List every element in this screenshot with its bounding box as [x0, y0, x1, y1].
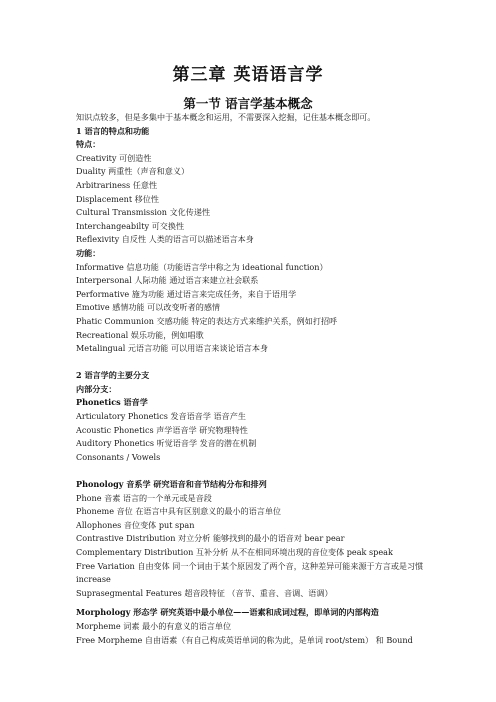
list-item: Phoneme 音位 在语言中具有区别意义的最小的语言单位: [76, 506, 282, 517]
subheading-internal-branches: 内部分支：: [76, 383, 117, 394]
list-item: Cultural Transmission 文化传递性: [76, 207, 211, 218]
list-item: Recreational 娱乐功能，例如唱歌: [76, 329, 204, 340]
document-body: [76, 111, 436, 647]
list-item: Consonants / Vowels: [76, 451, 161, 462]
subheading-phonology: Phonology 音系学 研究语音和音节结构分布和排列: [76, 479, 267, 490]
list-item: Morpheme 词素 最小的有意义的语言单位: [76, 620, 232, 631]
subheading-functions: 功能：: [76, 247, 101, 258]
subheading-features: 特点：: [76, 139, 101, 150]
spacer: [76, 464, 436, 478]
list-item: Informative 信息功能（功能语言学中称之为 ideational function）: [76, 261, 328, 272]
list-item: Interpersonal 人际功能 通过语言来建立社会联系: [76, 275, 259, 286]
list-item: Contrastive Distribution 对立分析 能够找到的最小的语音对 bear pear: [76, 533, 345, 544]
list-item: Acoustic Phonetics 声学语音学 研究物理特性: [76, 424, 248, 435]
chapter-title: 第三章 英语语言学: [172, 65, 324, 85]
heading-features-functions: 1 语言的特点和功能: [76, 125, 150, 136]
list-item: Arbitrariness 任意性: [76, 179, 158, 190]
spacer: [76, 356, 436, 370]
list-item: Phatic Communion 交感功能 特定的表达方式来维护关系，例如打招呼: [76, 315, 338, 326]
intro-text: 知识点较多，但是多集中于基本概念和运用，不需要深入挖掘，记住基本概念即可。: [76, 112, 376, 122]
list-item: Complementary Distribution 互补分析 从不在相同环境出现的音位变体 peak speak: [76, 547, 393, 557]
list-item: Free Morpheme 自由语素（有自己构成英语单词的称为此，是单词 root/stem） 和 Bound: [76, 634, 413, 645]
list-item: Free Variation 自由变体 同一个词由于某个原因发了两个音，这种差异可能来源于方言或是习惯 increase: [76, 560, 424, 585]
list-item: Metalingual 元语言功能 可以用语言来谈论语言本身: [76, 343, 269, 354]
list-item: Duality 两重性（声音和意义）: [76, 166, 190, 177]
list-item: Allophones 音位变体 put span: [76, 519, 195, 530]
list-item: Reflexivity 自反性 人类的语言可以描述语言本身: [76, 234, 254, 245]
list-item: Phone 音素 语言的一个单元或是音段: [76, 492, 212, 503]
list-item: Displacement 移位性: [76, 193, 159, 204]
list-item: Articulatory Phonetics 发音语音学 语音产生: [76, 411, 246, 422]
section-title: 第一节 语言学基本概念: [183, 96, 313, 111]
subheading-morphology: Morphology 形态学 研究英语中最小单位——语素和成词过程，即单词的内部构造: [76, 607, 379, 618]
list-item: Auditory Phonetics 听觉语音学 发音的潜在机制: [76, 438, 257, 449]
list-item: Performative 施为功能 通过语言来完成任务，来自于语用学: [76, 288, 297, 299]
subheading-phonetics: Phonetics 语音学: [76, 397, 148, 408]
list-item: Emotive 感情功能 可以改变听者的感情: [76, 302, 221, 313]
list-item: Interchangeabilty 可交换性: [76, 220, 185, 231]
heading-branches: 2 语言学的主要分支: [76, 370, 150, 381]
list-item: Creativity 可创造性: [76, 152, 152, 163]
list-item: Suprasegmental Features 超音段特征 （音节、重音、音调、语调）: [76, 587, 333, 598]
